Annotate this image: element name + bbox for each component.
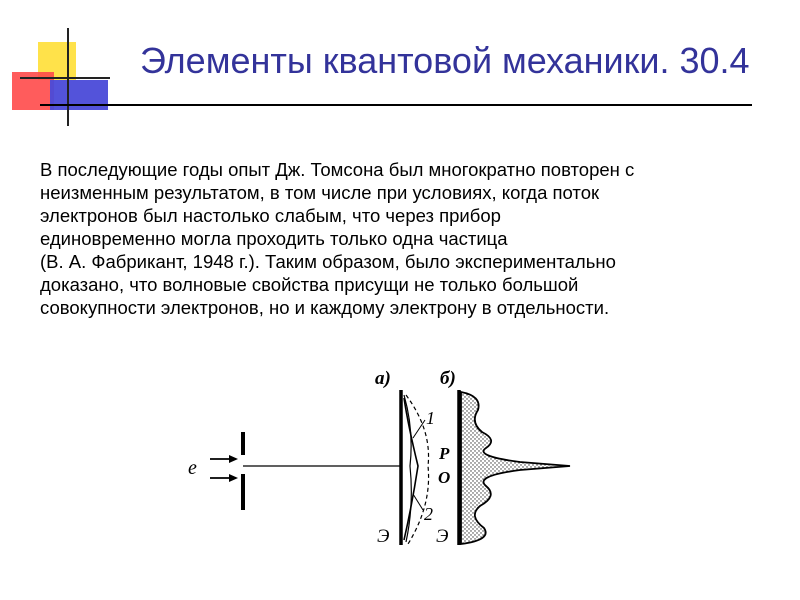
diffraction-diagram bbox=[0, 360, 800, 600]
label-b: б) bbox=[440, 368, 456, 389]
title-divider bbox=[40, 104, 752, 106]
electron-arrow-lower-head bbox=[229, 474, 238, 482]
leader-1 bbox=[413, 420, 425, 438]
paragraph-line: электронов был настолько слабым, что через прибор bbox=[40, 205, 501, 226]
label-a: а) bbox=[375, 368, 391, 389]
label-2: 2 bbox=[424, 504, 433, 524]
paragraph-line: (В. А. Фабрикант, 1948 г.). Таким образом, было экспериментально bbox=[40, 251, 616, 272]
body-paragraph bbox=[40, 158, 780, 319]
label-p: P bbox=[439, 444, 450, 463]
paragraph-line: доказано, что волновые свойства присущи не только большой bbox=[40, 274, 579, 295]
paragraph-line: единовременно могла проходить только одна частица bbox=[40, 228, 508, 249]
leader-2 bbox=[413, 494, 423, 510]
screen-label-right: Э bbox=[436, 526, 449, 547]
paragraph-line: неизменным результатом, в том числе при условиях, когда поток bbox=[40, 182, 600, 203]
paragraph-line: совокупности электронов, но и каждому электрону в отдельности. bbox=[40, 297, 610, 318]
electron-label: e bbox=[188, 457, 197, 479]
logo-decoration bbox=[0, 0, 120, 130]
label-1: 1 bbox=[426, 408, 435, 428]
page-title: Элементы квантовой механики. 30.4 bbox=[140, 40, 750, 81]
label-o: O bbox=[438, 468, 451, 487]
intensity-curve-1 bbox=[404, 398, 418, 540]
electron-arrow-upper-head bbox=[229, 455, 238, 463]
paragraph-line: В последующие годы опыт Дж. Томсона был многократно повторен с bbox=[40, 159, 635, 180]
diffraction-pattern bbox=[461, 392, 570, 544]
screen-label-left: Э bbox=[377, 526, 390, 547]
